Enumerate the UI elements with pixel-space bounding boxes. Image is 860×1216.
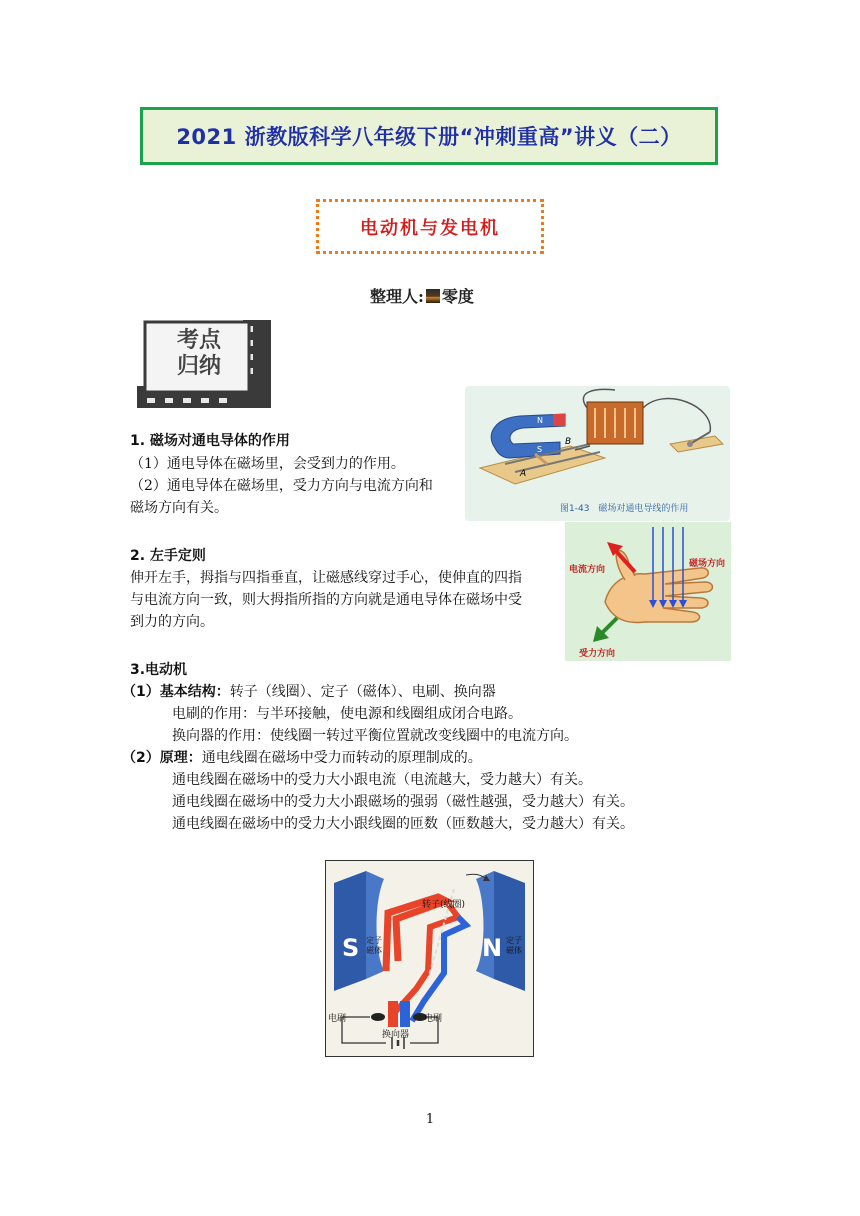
figure1-label-b: B (565, 437, 572, 447)
section1-line: （1）通电导体在磁场里，会受到力的作用。 (130, 456, 405, 472)
motor-stator-left: 定子 (366, 936, 382, 945)
figure-left-hand-rule (565, 522, 731, 661)
section3-item1-sub (172, 703, 578, 747)
section3-item1-text: 转子（线圈）、定子（磁体）、电刷、换向器 (229, 684, 496, 700)
motor-stator-right2: 磁体 (506, 946, 522, 955)
section3-item2-text: 通电线圈在磁场中受力而转动的原理制成的。 (201, 750, 482, 766)
author-avatar-icon (426, 289, 440, 303)
section2-line: 与电流方向一致，则大拇指所指的方向就是通电导体在磁场中受 (130, 592, 522, 608)
subtitle: 电动机与发电机 (360, 217, 500, 239)
motor-stator-right: 定子 (506, 936, 522, 945)
section2-line: 伸开左手，拇指与四指垂直，让磁感线穿过手心，使伸直的四指 (130, 570, 522, 586)
section3-heading: 3.电动机 (130, 662, 188, 678)
motor-rotor-label: 转子(线圈) (422, 900, 466, 910)
figure1-label-n: N (537, 416, 543, 425)
motor-brush-left: 电刷 (328, 1014, 347, 1024)
section1-line: 磁场方向有关。 (130, 500, 228, 516)
current-direction-label: 电流方向 (569, 565, 606, 575)
section1-heading: 1. 磁场对通电导体的作用 (130, 433, 290, 449)
badge-line1: 考点 (176, 328, 221, 353)
motor-n-label: N (482, 934, 503, 962)
page-title: 2021 浙教版科学八年级下册“冲刺重高”讲义（二） (176, 125, 682, 149)
motor-stator-left2: 磁体 (366, 946, 382, 955)
figure-motor (325, 860, 534, 1057)
section3-item1-label: （1）基本结构： (122, 684, 230, 700)
section2-body (130, 567, 522, 633)
field-direction-label: 磁场方向 (689, 559, 726, 569)
section3-item2-label: （2）原理： (122, 750, 202, 766)
section1-body (130, 453, 433, 519)
force-direction-label: 受力方向 (579, 649, 616, 659)
figure-magnet-apparatus (465, 386, 730, 521)
figure1-label-s: S (537, 445, 543, 454)
section3-item1 (122, 681, 496, 703)
author-name: 零度 (441, 287, 474, 306)
section3-item1-subline: 换向器的作用：使线圈一转过平衡位置就改变线圈中的电流方向。 (172, 728, 578, 744)
section3-item2 (122, 747, 482, 769)
author-label: 整理人: (370, 287, 424, 306)
section3-item2-subline: 通电线圈在磁场中的受力大小跟磁场的强弱（磁性越强，受力越大）有关。 (172, 794, 634, 810)
author-line (370, 284, 474, 307)
page-number: 1 (425, 1112, 435, 1127)
section3-item1-subline: 电刷的作用：与半环接触，使电源和线圈组成闭合电路。 (172, 706, 522, 722)
figure1-label-a: A (520, 469, 527, 479)
section2-heading: 2. 左手定则 (130, 548, 206, 564)
section1-line: （2）通电导体在磁场里，受力方向与电流方向和 (130, 478, 433, 494)
section2-line: 到力的方向。 (130, 614, 214, 630)
section3-item2-sub (172, 769, 634, 835)
section3-item2-subline: 通电线圈在磁场中的受力大小跟线圈的匝数（匝数越大，受力越大）有关。 (172, 816, 634, 832)
section3-item2-subline: 通电线圈在磁场中的受力大小跟电流（电流越大，受力越大）有关。 (172, 772, 592, 788)
motor-commutator: 换向器 (382, 1030, 410, 1040)
badge-kaodian (135, 318, 275, 410)
badge-line2: 归纳 (176, 354, 221, 379)
figure1-caption: 图1-43 磁场对通电导线的作用 (560, 504, 689, 514)
motor-s-label: S (342, 934, 360, 962)
title-box (140, 107, 718, 165)
motor-brush-right: 电刷 (424, 1014, 443, 1024)
subtitle-box (316, 199, 544, 254)
